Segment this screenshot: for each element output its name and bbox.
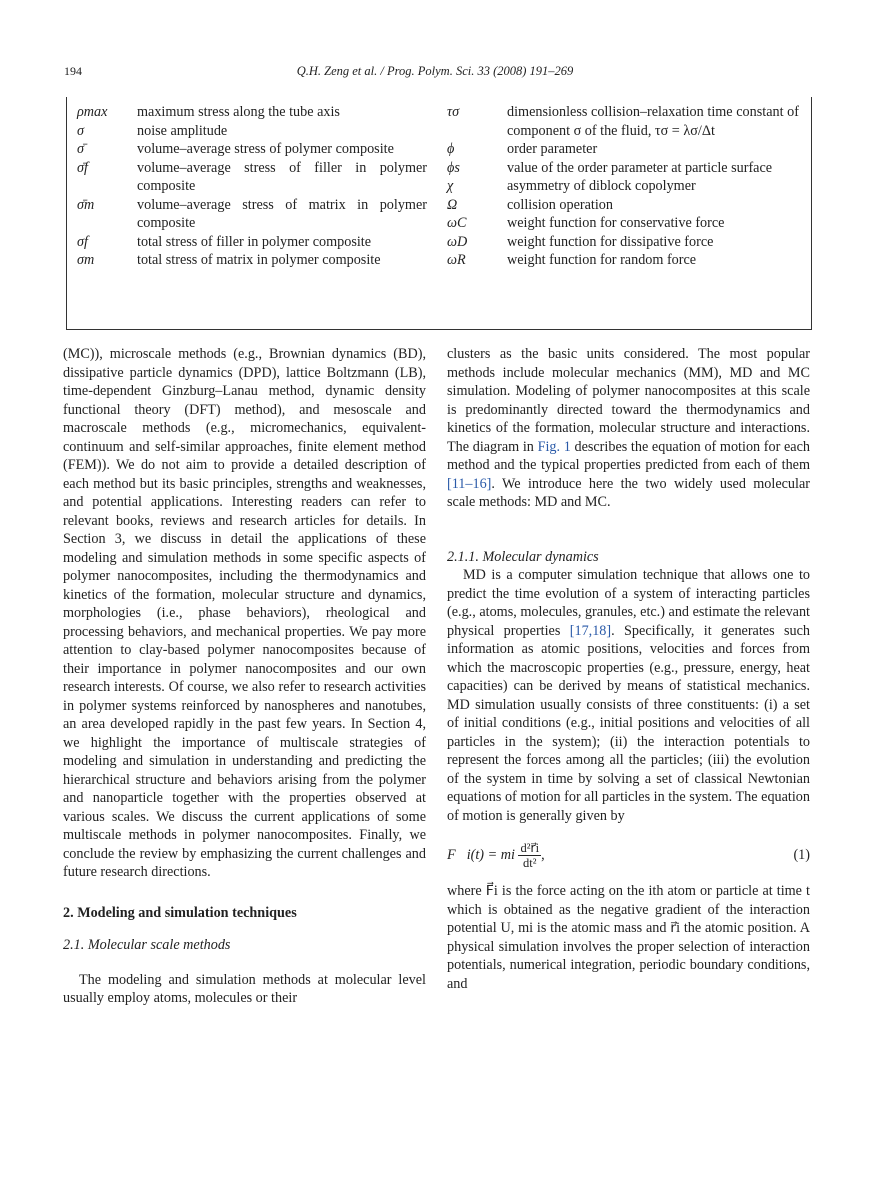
nomenclature-symbol: ϕ [447,141,455,157]
figure-link[interactable]: Fig. 1 [537,438,571,455]
nomenclature-definition: maximum stress along the tube axis [137,104,340,120]
nomenclature-row [447,196,799,215]
running-head: Q.H. Zeng et al. / Prog. Polym. Sci. 33 (2008) 191–269 [296,64,574,78]
fraction-denominator: dt² [523,856,537,870]
nomenclature-row [77,196,427,233]
body-paragraph: where F⃗i is the force acting on the ith atom or particle at time t which is obtained as the negative gradient of the interaction potential U, mi is the atomic mass and r⃗i the atomic position. A physical simulation involves the proper selection of interaction potentials, numerical integration, periodic boundary conditions, and [447,883,810,992]
page-number: 194 [64,64,82,78]
nomenclature-box [66,97,812,330]
equation-body [447,841,545,870]
nomenclature-symbol: σ̄f [77,159,88,176]
nomenclature-row [447,214,799,233]
subsection-heading: 2.1. Molecular scale methods [63,937,231,953]
nomenclature-symbol: Ω [447,196,458,213]
nomenclature-definition: total stress of filler in polymer composite [137,233,372,250]
nomenclature-definition: volume–average stress of filler in polymer composite [137,159,427,194]
body-paragraph [447,345,810,512]
nomenclature-definition: dimensionless collision–relaxation time constant of component σ of the fluid, τσ = λσ/Δt [507,104,799,139]
nomenclature-definition: collision operation [507,196,613,213]
nomenclature-row [77,140,427,159]
nomenclature-symbol: σ̄ [77,141,84,157]
section-heading: 2. Modeling and simulation techniques [63,904,297,921]
reference-link[interactable]: [11–16] [447,475,492,492]
nomenclature-row [77,122,427,141]
nomenclature-row [447,233,799,252]
text-run: clusters as the basic units considered. The most popular methods include molecular mechanics (MM), MD and MC simulation. Modeling of polymer nanocomposites at this scale is predominantly directed toward the thermodynamics and kinetics of the formation, molecular structure and interactions. The diagram in [447,346,810,455]
nomenclature-symbol: ρmax [77,104,108,120]
equation-tail: , [541,846,545,863]
nomenclature-definition: asymmetry of diblock copolymer [507,178,696,194]
text-run: describes the equation of motion for each method and the typical properties predicted from each of them [447,438,810,473]
body-paragraph: The modeling and simulation methods at molecular level usually employ atoms, molecules or their [63,971,426,1006]
equation-lhs: F⃗i(t) = mi [447,846,515,863]
reference-link[interactable]: [17,18] [569,622,612,639]
nomenclature-symbol: ωC [447,215,467,231]
nomenclature-left-column [77,103,427,270]
nomenclature-row [447,251,799,270]
nomenclature-row [77,159,427,196]
nomenclature-row [77,233,427,252]
text-run: MD is a computer simulation technique that allows one to predict the time evolution of a system of interacting particles (e.g., atoms, molecules, granules, etc.) and estimate the relevant physical properties [447,567,810,639]
nomenclature-symbol: σ̄m [77,196,95,213]
nomenclature-symbol: σm [77,252,95,268]
nomenclature-symbol: ϕs [447,159,460,176]
text-run: . We introduce here the two widely used molecular scale methods: MD and MC. [447,475,810,510]
fraction-numerator: d²r⃗i [520,841,540,855]
nomenclature-definition: weight function for random force [507,252,697,268]
nomenclature-row [77,251,427,270]
equation-1 [447,841,810,870]
nomenclature-symbol: σf [77,233,88,250]
nomenclature-row [77,103,427,122]
nomenclature-symbol: ωD [447,233,468,250]
nomenclature-symbol: τσ [447,104,460,120]
nomenclature-definition: value of the order parameter at particle surface [507,159,773,176]
nomenclature-definition: noise amplitude [137,122,228,139]
body-paragraph: (MC)), microscale methods (e.g., Brownian dynamics (BD), dissipative particle dynamics (DPD), lattice Boltzmann (LB), time-dependent Ginzburg–Lanau method, dynamic density functional theory (DFT) method), and mesoscale and macroscale methods (e.g., micromechanics, equivalent-continuum and self-similar approaches, finite element method (FEM)). We do not aim to provide a detailed description of each method but its basic principles, strengths and weaknesses, and potential applications. Interesting readers can refer to relevant books, reviews and research articles for details. In Section 3, we discuss in detail the applications of these modeling and simulation methods in some specific aspects of polymer nanocomposites, including the thermodynamics and kinetics of the formation, molecular structure and dynamics, morphologies (i.e., phase behaviors), rheological and processing behaviors, and mechanical properties. We pay more attention to clay-based polymer nanocomposites because of their importance in polymer nanocomposites and our own research interests. Of course, we also refer to research activities in polymer systems reinforced by nanospheres and nanotubes, an area developed rapidly in the past few years. In Section 4, we highlight the importance of multiscale strategies of modeling and simulation in understanding and predicting the hierarchical structure and behaviors arising from the polymer and nanoparticle together with the properties observed at various scales. We discuss the current applications of some multiscale methods in polymer nanocomposites. Finally, we conclude the review by emphasizing the current challenges and future research directions. [63,346,426,880]
nomenclature-row [447,177,799,196]
nomenclature-symbol: σ [77,122,84,139]
nomenclature-right-column [447,103,799,270]
nomenclature-definition: weight function for dissipative force [507,233,714,250]
nomenclature-definition: weight function for conservative force [507,215,725,231]
left-column [63,345,426,1008]
subsubsection-heading: 2.1.1. Molecular dynamics [447,548,599,565]
nomenclature-symbol: χ [447,178,454,194]
text-run: . Specifically, it generates such information as atomic positions, velocities and forces from which the macroscopic properties (e.g., pressure, energy, heat capacities) can be derived by means of statistical mechanics. MD simulation usually consists of three constituents: (i) a set of initial conditions (e.g., initial positions and velocities of all particles in the system); (ii) the interaction potentials to represent the forces among all the particles; (iii) the evolution of the system in time by solving a set of classical Newtonian equations of motion for all particles in the system. The equation of motion is generally given by [447,622,810,824]
nomenclature-definition: volume–average stress of polymer composite [137,141,394,157]
nomenclature-definition: total stress of matrix in polymer composite [137,252,381,268]
nomenclature-row [447,103,799,140]
equation-label: (1) [793,847,810,864]
nomenclature-definition: order parameter [507,141,598,157]
equation-fraction [518,841,541,870]
nomenclature-row [447,140,799,159]
right-column [447,345,810,993]
nomenclature-symbol: ωR [447,252,466,268]
nomenclature-row [447,159,799,178]
nomenclature-definition: volume–average stress of matrix in polymer composite [137,196,427,231]
body-paragraph [447,566,810,825]
